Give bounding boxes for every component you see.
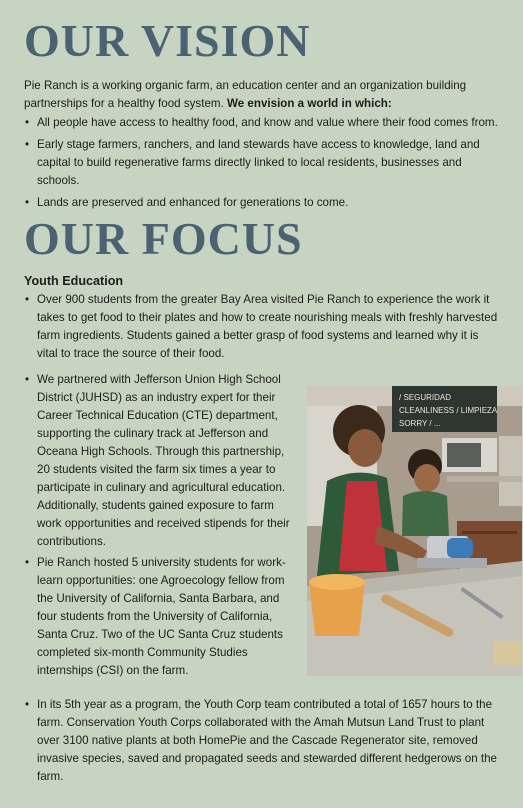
focus-item: • We partnered with Jefferson Union High School District (JUHSD) as an industry expert for their Career Technical Education (CTE) department, supporting the culinary track at Jefferson and Oceana High Schools. Through this partnership, 20 students visited the farm six times a year to participate in culinary and agricultural education. Additionally, students gained exposure to farm work opportunities and received stipends for their contributions. (24, 371, 294, 551)
focus-item: • In its 5th year as a program, the Youth Corp team contributed a total of 1657 hours to the farm. Conservation Youth Corps collaborated with the Amah Mutsun Land Trust to plant over 3100 native plants at both HomePie and the Cascade Regenerator site, removed invasive species, saved and propagated seeds and stewarded different hedgerows on the farm. (24, 696, 502, 786)
svg-text:SORRY / ...: SORRY / ... (399, 419, 441, 428)
vision-item: • Lands are preserved and enhanced for generations to come. (24, 194, 502, 212)
vision-intro (24, 77, 502, 113)
focus-item: • Pie Ranch hosted 5 university students for work-learn opportunities: one Agroecology fellow from the University of California, Santa Barbara, and four students from the University of California, Santa Cruz. Two of the UC Santa Cruz students completed six-month Community Studies internships (CSI) on the farm. (24, 554, 294, 680)
vision-item: • Early stage farmers, ranchers, and land stewards have access to knowledge, land and capital to build regenerative farms directly linked to local residents, businesses and schools. (24, 136, 502, 190)
focus-heading: OUR FOCUS (24, 213, 303, 264)
kitchen-photo-illustration (307, 386, 522, 676)
focus-item: • Over 900 students from the greater Bay Area visited Pie Ranch to experience the work it takes to get food to their plates and how to create nourishing meals with freshly harvested farm ingredients. Students gained a better grasp of food systems and learned why it is vital to trace the source of their food. (24, 291, 502, 363)
focus-list-bottom (24, 696, 502, 786)
svg-text:/ SEGURIDAD: / SEGURIDAD (399, 393, 452, 402)
vision-heading: OUR VISION (24, 15, 311, 66)
svg-text:CLEANLINESS / LIMPIEZA: CLEANLINESS / LIMPIEZA (399, 406, 498, 415)
vision-item: • All people have access to healthy food, and know and value where their food comes from. (24, 114, 502, 132)
kitchen-photo (307, 386, 522, 676)
focus-list (24, 291, 502, 363)
vision-intro-text: Pie Ranch is a working organic farm, an education center and an organization building partnerships for a healthy food system. (24, 79, 467, 110)
focus-list-narrow (24, 371, 294, 683)
youth-education-subheading: Youth Education (24, 274, 124, 288)
vision-list (24, 114, 502, 216)
vision-intro-emphasis: We envision a world in which: (227, 97, 392, 110)
